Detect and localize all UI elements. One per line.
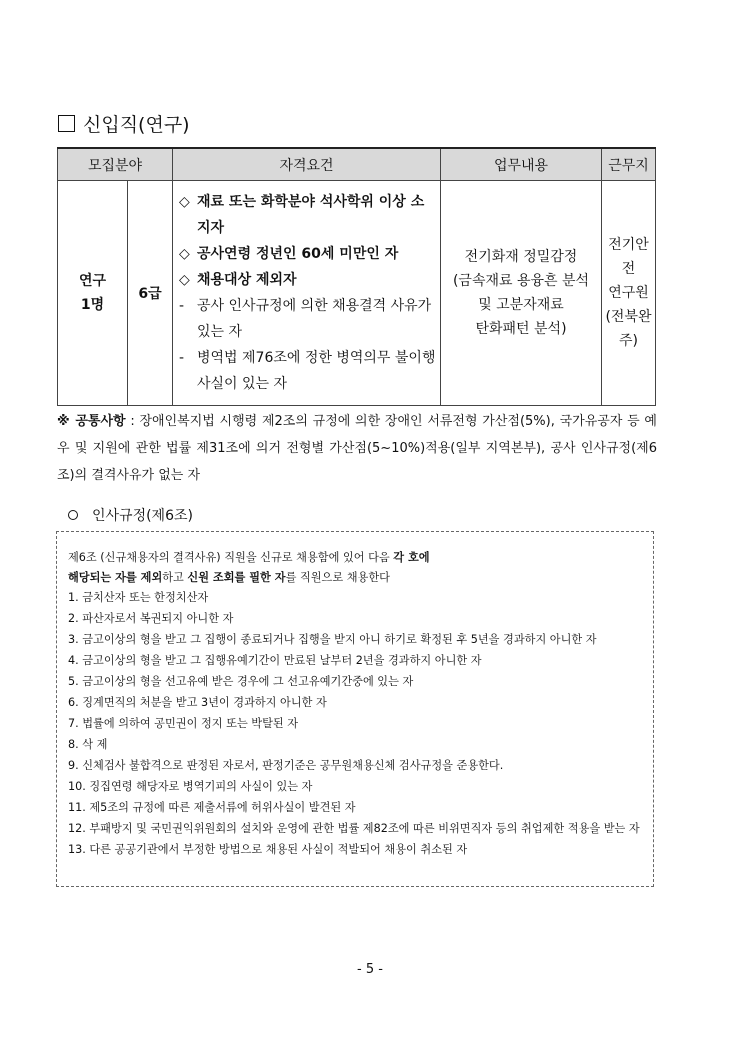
- place-line: 전기안전: [608, 237, 649, 277]
- notice-lead: ※ 공통사항: [57, 414, 126, 429]
- rules-box: [56, 531, 654, 887]
- checkbox-icon: [58, 115, 75, 132]
- header-requirements: 자격요건: [173, 148, 441, 181]
- rule-item: 8. 삭 제: [68, 738, 108, 751]
- rule-item: 10. 징집연령 해당자로 병역기피의 사실이 있는 자: [68, 780, 313, 793]
- rule-item: 1. 금치산자 또는 한정치산자: [68, 591, 209, 604]
- duty-line: 및 고분자재료: [478, 297, 564, 313]
- page-number: - 5 -: [357, 962, 383, 977]
- requirement-item: - 병역법 제76조에 정한 병역의무 불이행 사실이 있는 자: [179, 350, 436, 392]
- circle-bullet-icon: [68, 510, 78, 520]
- recruitment-table: [57, 147, 656, 406]
- rule-item: 7. 법률에 의하여 공민권이 정지 또는 박탈된 자: [68, 717, 299, 730]
- requirement-item: ◇ 채용대상 제외자: [179, 272, 297, 288]
- field-count: 1명: [80, 297, 105, 313]
- rule-item: 3. 금고이상의 형을 받고 그 집행이 종료되거나 집행을 받지 아니 하기로 확정된 후 5년을 경과하지 아니한 자: [68, 633, 597, 646]
- rule-item: 13. 다른 공공기관에서 부정한 방법으로 채용된 사실이 적발되어 채용이 취소된 자: [68, 843, 468, 856]
- requirement-item: - 공사 인사규정에 의한 채용결격 사유가 있는 자: [179, 298, 432, 340]
- requirement-item: ◇ 공사연령 정년인 60세 미만인 자: [179, 246, 399, 262]
- rule-item: 4. 금고이상의 형을 받고 그 집행유예기간이 만료된 날부터 2년을 경과하지 아니한 자: [68, 654, 482, 667]
- rule-item: 9. 신체검사 불합격으로 판정된 자로서, 판정기준은 공무원채용신체 검사규정을 준용한다.: [68, 759, 504, 772]
- common-notice: [57, 408, 657, 489]
- duty-line: (금속재료 용융흔 분석: [452, 273, 590, 289]
- rule-item: 2. 파산자로서 복권되지 아니한 자: [68, 612, 234, 625]
- duty-line: 전기화재 정밀감정: [464, 249, 578, 265]
- requirement-item: ◇ 재료 또는 화학분야 석사학위 이상 소지자: [179, 194, 425, 236]
- header-field: 모집분야: [58, 148, 173, 181]
- grade-cell: 6급: [128, 181, 173, 406]
- field-cell: [58, 181, 128, 406]
- place-line: 연구원: [608, 285, 649, 301]
- notice-text: : 장애인복지법 시행령 제2조의 규정에 의한 장애인 서류전형 가산점(5%), 국가유공자 등 예우 및 지원에 관한 법률 제31조에 의거 전형별 가산점(5~10%)적용(일부 지역본부), 공사 인사규정(제6조)의 결격사유가 없는 자: [57, 414, 657, 483]
- rule-item: 5. 금고이상의 형을 선고유예 받은 경우에 그 선고유예기간중에 있는 자: [68, 675, 414, 688]
- header-place: 근무지: [602, 148, 656, 181]
- table-row: [58, 181, 656, 406]
- rule-item: 12. 부패방지 및 국민권익위원회의 설치와 운영에 관한 법률 제82조에 따른 비위면직자 등의 취업제한 적용을 받는 자: [68, 822, 640, 835]
- requirements-cell: [173, 181, 441, 406]
- duty-cell: [441, 181, 602, 406]
- header-duty: 업무내용: [441, 148, 602, 181]
- table-header-row: [58, 148, 656, 181]
- place-cell: [602, 181, 656, 406]
- section-title: [58, 110, 190, 137]
- place-line: (전북완주): [605, 309, 652, 349]
- section-title-text: 신입직(연구): [83, 114, 190, 136]
- rule-item: 11. 제5조의 규정에 따른 제출서류에 허위사실이 발견된 자: [68, 801, 356, 814]
- rule-item: 6. 징계면직의 처분을 받고 3년이 경과하지 아니한 자: [68, 696, 327, 709]
- rules-intro: 제6조 (신규채용자의 결격사유) 직원을 신규로 채용함에 있어 다음 각 호에 해당되는 자를 제외하고 신원 조회를 필한 자를 직원으로 채용한다: [68, 551, 430, 584]
- rules-subtitle: [68, 505, 193, 525]
- rules-subtitle-text: 인사규정(제6조): [92, 508, 193, 524]
- duty-line: 탄화패턴 분석): [475, 321, 567, 337]
- field-name: 연구: [78, 273, 107, 289]
